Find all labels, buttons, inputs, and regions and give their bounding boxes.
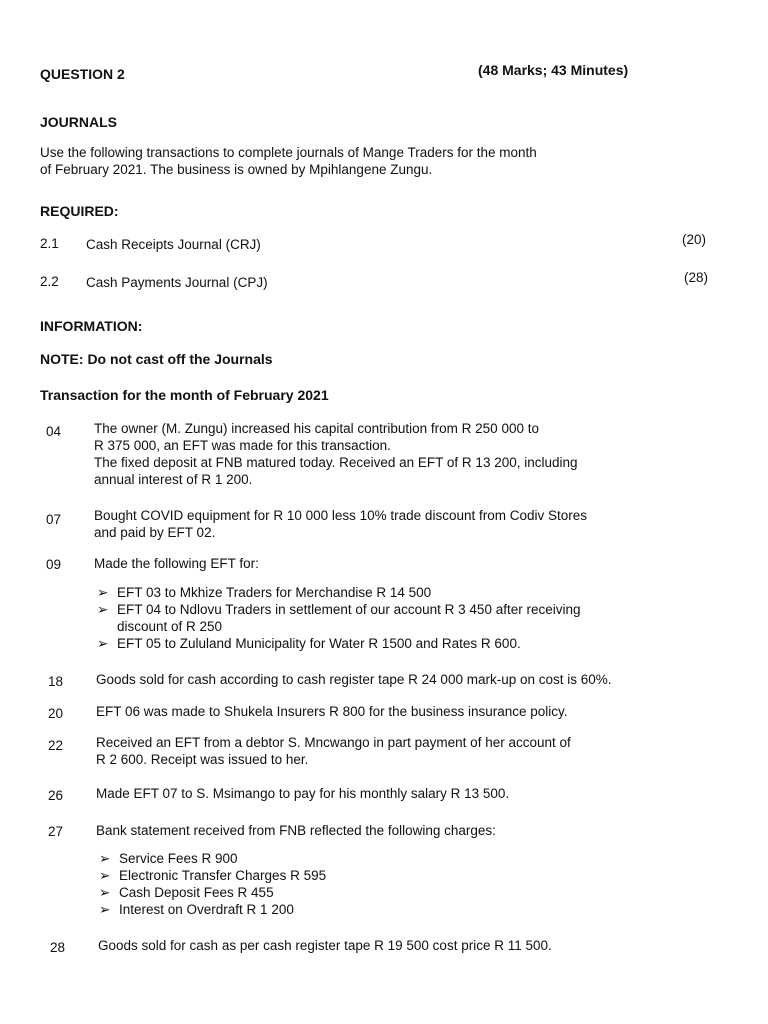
arrow-bullet-icon: ➢ (97, 636, 109, 651)
intro-line-2: of February 2021. The business is owned by Mpihlangene Zungu. (40, 162, 433, 177)
transaction-date: 04 (46, 424, 62, 439)
required-item-label: Cash Payments Journal (CPJ) (86, 275, 268, 290)
arrow-bullet-icon: ➢ (99, 868, 111, 883)
transaction-date: 07 (46, 512, 62, 527)
required-heading: REQUIRED: (40, 203, 119, 219)
required-item-number: 2.2 (40, 274, 59, 289)
arrow-bullet-icon: ➢ (99, 851, 111, 866)
required-item-marks: (28) (684, 270, 709, 285)
transaction-line: Goods sold for cash according to cash register tape R 24 000 mark-up on cost is 60%. (96, 672, 612, 687)
required-item-marks: (20) (682, 232, 707, 247)
question-number: QUESTION 2 (40, 66, 125, 82)
transaction-date: 28 (50, 940, 66, 955)
transaction-line: Bank statement received from FNB reflected the following charges: (96, 823, 496, 838)
bullet-list-item: ➢ Cash Deposit Fees R 455 (99, 885, 274, 900)
marks-time: (48 Marks; 43 Minutes) (478, 62, 629, 78)
transaction-line: The owner (M. Zungu) increased his capital contribution from R 250 000 to (94, 421, 539, 436)
transaction-line: R 375 000, an EFT was made for this transaction. (94, 438, 391, 453)
transaction-line: Made the following EFT for: (94, 556, 259, 571)
transaction-date: 22 (48, 738, 64, 753)
transaction-line: and paid by EFT 02. (94, 525, 216, 540)
bullet-list-item: ➢ EFT 05 to Zululand Municipality for Water R 1500 and Rates R 600. (97, 636, 521, 651)
transaction-date: 27 (48, 824, 64, 839)
bullet-list-item: ➢ Service Fees R 900 (99, 851, 238, 866)
bullet-list-item: ➢ Electronic Transfer Charges R 595 (99, 868, 327, 883)
transaction-line: R 2 600. Receipt was issued to her. (96, 752, 309, 767)
required-item-label: Cash Receipts Journal (CRJ) (86, 237, 261, 252)
arrow-bullet-icon: ➢ (97, 602, 109, 617)
transaction-line: annual interest of R 1 200. (94, 472, 253, 487)
arrow-bullet-icon: ➢ (99, 902, 111, 917)
transaction-line: Goods sold for cash as per cash register tape R 19 500 cost price R 11 500. (98, 938, 552, 953)
arrow-bullet-icon: ➢ (99, 885, 111, 900)
transaction-date: 18 (48, 674, 64, 689)
note-text: NOTE: Do not cast off the Journals (40, 351, 273, 367)
transaction-date: 26 (48, 788, 64, 803)
transaction-line: The fixed deposit at FNB matured today. Received an EFT of R 13 200, including (94, 455, 578, 470)
information-heading: INFORMATION: (40, 318, 143, 334)
bullet-list-item: ➢ EFT 04 to Ndlovu Traders in settlement of our account R 3 450 after receiving (97, 602, 581, 617)
transactions-heading: Transaction for the month of February 2021 (40, 387, 329, 403)
bullet-list-item: ➢ EFT 03 to Mkhize Traders for Merchandise R 14 500 (97, 585, 432, 600)
required-item-number: 2.1 (40, 236, 59, 251)
arrow-bullet-icon: ➢ (97, 585, 109, 600)
bullet-continuation: discount of R 250 (117, 619, 223, 634)
transaction-date: 09 (46, 557, 62, 572)
section-title: JOURNALS (40, 114, 118, 130)
transaction-line: Bought COVID equipment for R 10 000 less 10% trade discount from Codiv Stores (94, 508, 588, 523)
transaction-line: Received an EFT from a debtor S. Mncwango in part payment of her account of (96, 735, 571, 750)
intro-line-1: Use the following transactions to complete journals of Mange Traders for the month (40, 145, 537, 160)
bullet-list-item: ➢ Interest on Overdraft R 1 200 (99, 902, 294, 917)
transaction-line: Made EFT 07 to S. Msimango to pay for his monthly salary R 13 500. (96, 786, 510, 801)
transaction-date: 20 (48, 706, 64, 721)
transaction-line: EFT 06 was made to Shukela Insurers R 800 for the business insurance policy. (96, 704, 568, 719)
